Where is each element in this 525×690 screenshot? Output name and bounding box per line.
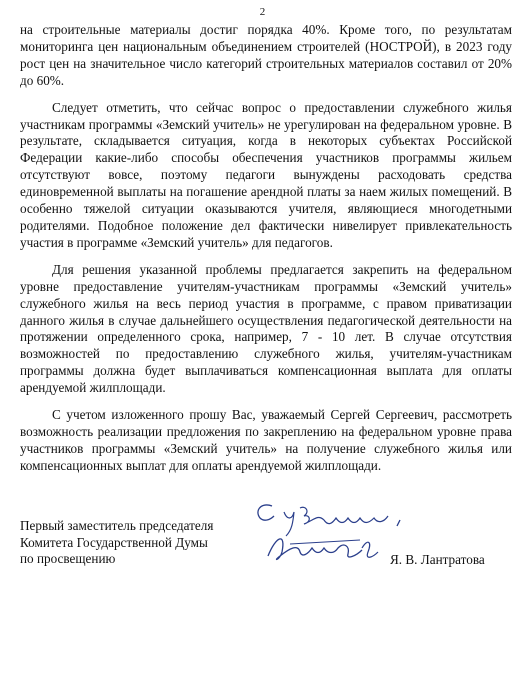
- signature-block: [20, 518, 512, 598]
- signatory-name: Я. В. Лантратова: [390, 552, 485, 567]
- paragraph-continuation: на строительные материалы достиг порядка 40%. Кроме того, по результатам мониторинга цен национальным объединением строителей (НОСТРОЙ), в 2023 году рост цен на значительное число категорий строительных материалов составил от 20% до 60%.: [20, 22, 512, 88]
- paragraph-request: С учетом изложенного прошу Вас, уважаемый Сергей Сергеевич, рассмотреть возможность реализации предложения по закреплению на федеральном уровне права участников программы «Земский учитель» на получение служебного жилья или компенсационных выплат для оплаты арендуемой жилплощади.: [20, 407, 512, 473]
- signatory-position-line: Комитета Государственной Думы: [20, 534, 208, 550]
- paragraph-housing-issue: Следует отметить, что сейчас вопрос о предоставлении служебного жилья участникам программы «Земский учитель» не урегулирован на федеральном уровне. В результате, складывается ситуация, когда в некоторых субъектах Российской Федерации какие-либо способы обеспечения участников программы жильем отсутствуют вовсе, поэтому педагоги вынуждены расходовать средства единовременной выплаты на погашение арендной платы за наем жилых помещений. В особенно тяжелой ситуации оказываются учителя, являющиеся многодетными родителями. Подобное положение дел фактически нивелирует привлекательность участия в программе «Земский учитель» для педагогов.: [20, 99, 512, 250]
- signatory-position-line: по просвещению: [20, 551, 116, 566]
- signatory-position-line: Первый заместитель председателя: [20, 518, 214, 533]
- paragraph-proposal: Для решения указанной проблемы предлагается закрепить на федеральном уровне предоставление учителям-участникам программы «Земский учитель» служебного жилья на весь период участия в программе, с правом приватизации данного жилья в случае дальнейшего осуществления педагогической деятельности на протяжении определенного срока, например, 7 - 10 лет. В случае отсутствия возможностей по предоставлению служебного жилья, учителям-участникам программы должна будет выплачиваться компенсационная выплата для оплаты арендуемой жилплощади.: [20, 261, 512, 396]
- letter-body: [20, 22, 512, 485]
- page-number: 2: [259, 6, 266, 18]
